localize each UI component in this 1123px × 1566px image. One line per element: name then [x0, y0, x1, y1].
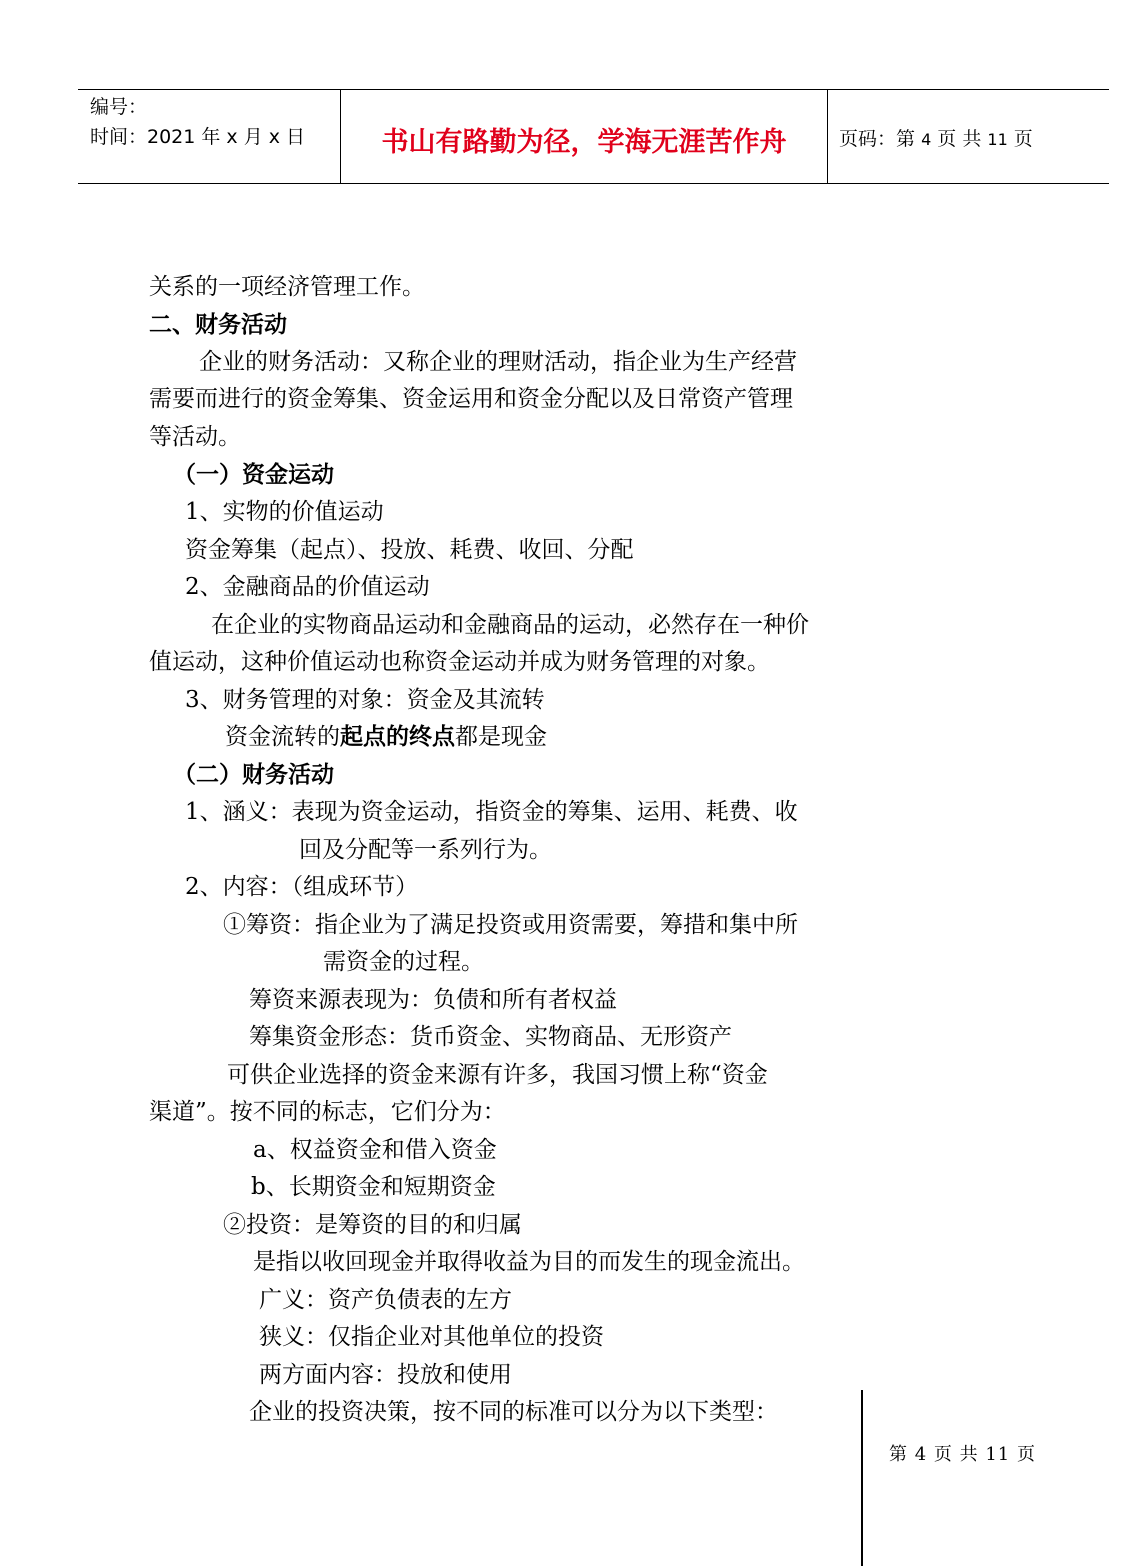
page-suffix: 页 — [1013, 128, 1033, 150]
page-current: 4 — [921, 130, 932, 149]
margin-divider — [861, 1390, 863, 1566]
body-line: 狭义：仅指企业对其他单位的投资 — [259, 1324, 604, 1350]
body-line: 值运动，这种价值运动也称资金运动并成为财务管理的对象。 — [149, 649, 770, 675]
body-line: 可供企业选择的资金来源有许多，我国习惯上称“资金 — [227, 1062, 768, 1088]
list-item: ②投资：是筹资的目的和归属 — [223, 1212, 522, 1238]
list-item: 3、财务管理的对象：资金及其流转 — [185, 687, 545, 713]
body-line: 在企业的实物商品运动和金融商品的运动，必然存在一种价 — [211, 612, 809, 638]
list-item: 1、涵义：表现为资金运动，指资金的筹集、运用、耗费、收 — [185, 799, 798, 825]
list-item: 1、实物的价值运动 — [185, 499, 384, 525]
text-run: 资金流转的 — [225, 724, 340, 750]
body-line: 资金筹集（起点）、投放、耗费、收回、分配 — [185, 537, 634, 563]
body-line: 广义：资产负债表的左方 — [259, 1287, 512, 1313]
list-item: 2、金融商品的价值运动 — [185, 574, 430, 600]
page-header — [78, 89, 1109, 184]
body-line: 筹资来源表现为：负债和所有者权益 — [249, 987, 617, 1013]
body-line: 需要而进行的资金筹集、资金运用和资金分配以及日常资产管理 — [149, 386, 793, 412]
body-line: 企业的财务活动：又称企业的理财活动，指企业为生产经营 — [199, 349, 797, 375]
emphasis-text: 起点的终点 — [340, 723, 455, 750]
body-line: 两方面内容：投放和使用 — [259, 1362, 512, 1388]
header-left-cell — [78, 90, 340, 183]
body-line: 企业的投资决策，按不同的标准可以分为以下类型： — [249, 1399, 778, 1425]
body-line: 需资金的过程。 — [323, 949, 484, 975]
section-heading: 二、财务活动 — [149, 311, 287, 338]
list-item: a、权益资金和借入资金 — [253, 1137, 497, 1163]
page-mid: 页 共 — [937, 128, 982, 150]
text-run: 都是现金 — [455, 724, 547, 750]
header-page-cell — [827, 90, 1109, 183]
body-line: 关系的一项经济管理工作。 — [149, 274, 425, 300]
header-motto: 书山有路勤为径，学海无涯苦作舟 — [381, 127, 787, 158]
subsection-heading: （二）财务活动 — [173, 761, 334, 788]
body-line: 是指以收回现金并取得收益为目的而发生的现金流出。 — [253, 1249, 805, 1275]
header-page-info — [839, 124, 1033, 151]
body-line: 等活动。 — [149, 424, 241, 450]
list-item: b、长期资金和短期资金 — [251, 1174, 496, 1200]
header-motto-cell — [340, 90, 828, 183]
doc-number-label: 编号： — [90, 96, 148, 118]
body-line: 回及分配等一系列行为。 — [299, 837, 552, 863]
page-total: 11 — [987, 130, 1008, 149]
page-prefix: 页码：第 — [839, 128, 916, 150]
body-line: 筹集资金形态：货币资金、实物商品、无形资产 — [249, 1024, 732, 1050]
subsection-heading: （一）资金运动 — [173, 461, 334, 488]
body-line — [225, 722, 547, 752]
page-footer: 第 4 页 共 11 页 — [889, 1444, 1036, 1465]
body-line: 渠道”。按不同的标志，它们分为： — [149, 1099, 506, 1125]
list-item: 2、内容：（组成环节） — [185, 874, 419, 900]
doc-time: 时间：2021 年 x 月 x 日 — [90, 126, 306, 148]
list-item: ①筹资：指企业为了满足投资或用资需要，筹措和集中所 — [223, 912, 798, 938]
